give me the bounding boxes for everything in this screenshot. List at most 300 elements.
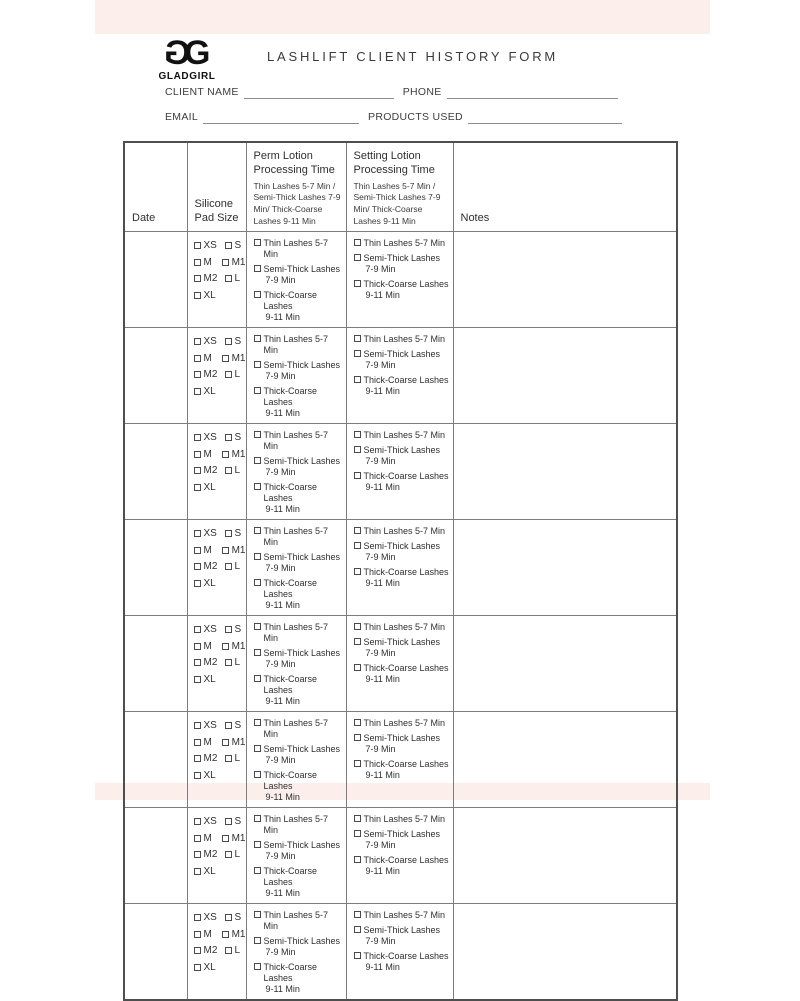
- date-cell[interactable]: [124, 712, 187, 808]
- checkbox-l[interactable]: [225, 371, 232, 378]
- checkbox-xs[interactable]: [194, 530, 201, 537]
- setting-option-thin-lashes-5-7-min: [354, 814, 451, 825]
- lotion-option-label: Thick-Coarse Lashes 9-11 Min: [363, 951, 449, 973]
- pad-size-option-label: L: [234, 273, 241, 285]
- checkbox-semi-thick-lashes-7-9-min[interactable]: [354, 734, 361, 741]
- pad-size-option-l: [225, 945, 241, 956]
- checkbox-m1[interactable]: [222, 355, 229, 362]
- lotion-option-label: Semi-Thick Lashes 7-9 Min: [263, 936, 341, 958]
- perm-option-thick-coarse-lashes-9-11-min: [254, 674, 344, 707]
- pad-size-cell: [187, 616, 246, 712]
- setting-lotion-subtitle: Thin Lashes 5-7 Min / Semi-Thick Lashes 7-9 Min/ Thick-Coarse Lashes 9-11 Min: [353, 180, 441, 226]
- perm-option-semi-thick-lashes-7-9-min: [254, 456, 344, 478]
- checkbox-s[interactable]: [225, 818, 232, 825]
- pad-size-option-label: XL: [203, 577, 216, 589]
- checkbox-semi-thick-lashes-7-9-min[interactable]: [254, 649, 261, 656]
- pad-size-option-s: [225, 336, 242, 347]
- checkbox-thin-lashes-5-7-min[interactable]: [354, 335, 361, 342]
- checkbox-m[interactable]: [194, 931, 201, 938]
- pad-size-option-xl: [194, 386, 225, 397]
- pad-size-option-label: M2: [203, 849, 218, 861]
- pad-size-option-label: L: [234, 561, 241, 573]
- checkbox-thick-coarse-lashes-9-11-min[interactable]: [354, 472, 361, 479]
- client-name-label: CLIENT NAME: [165, 86, 239, 98]
- checkbox-m2[interactable]: [194, 659, 201, 666]
- setting-lotion-cell: [346, 904, 453, 1001]
- checkbox-s[interactable]: [225, 530, 232, 537]
- checkbox-semi-thick-lashes-7-9-min[interactable]: [254, 265, 261, 272]
- pad-size-option-xs: [194, 528, 225, 539]
- checkbox-m1[interactable]: [222, 259, 229, 266]
- checkbox-xl[interactable]: [194, 964, 201, 971]
- lotion-option-label: Thick-Coarse Lashes 9-11 Min: [263, 386, 318, 419]
- lotion-option-label: Thick-Coarse Lashes 9-11 Min: [363, 375, 449, 397]
- checkbox-thick-coarse-lashes-9-11-min[interactable]: [254, 867, 261, 874]
- col-header-setting-lotion: [346, 142, 453, 232]
- checkbox-semi-thick-lashes-7-9-min[interactable]: [354, 254, 361, 261]
- date-cell[interactable]: [124, 904, 187, 1001]
- lotion-option-label: Thick-Coarse Lashes 9-11 Min: [263, 482, 318, 515]
- pad-size-option-label: L: [234, 465, 241, 477]
- pad-size-option-label: M2: [203, 561, 218, 573]
- checkbox-thick-coarse-lashes-9-11-min[interactable]: [254, 579, 261, 586]
- pad-size-option-m1: [222, 257, 246, 268]
- table-row: [124, 808, 677, 904]
- phone-field[interactable]: [447, 86, 618, 99]
- setting-option-thick-coarse-lashes-9-11-min: [354, 855, 451, 877]
- pad-size-option-label: M1: [231, 352, 246, 364]
- pad-size-option-xs: [194, 720, 225, 731]
- pad-size-option-m1: [222, 929, 246, 940]
- pad-size-option-s: [225, 528, 242, 539]
- pad-size-option-label: S: [234, 240, 242, 252]
- table-row: [124, 712, 677, 808]
- checkbox-m1[interactable]: [222, 451, 229, 458]
- perm-option-semi-thick-lashes-7-9-min: [254, 840, 344, 862]
- notes-cell[interactable]: [453, 808, 677, 904]
- lotion-option-label: Semi-Thick Lashes 7-9 Min: [263, 840, 341, 862]
- pad-size-option-xs: [194, 912, 225, 923]
- pad-size-option-m2: [194, 465, 225, 476]
- pad-size-cell: [187, 712, 246, 808]
- checkbox-thick-coarse-lashes-9-11-min[interactable]: [354, 280, 361, 287]
- pad-size-option-label: XL: [203, 961, 216, 973]
- pad-size-option-xs: [194, 432, 225, 443]
- checkbox-semi-thick-lashes-7-9-min[interactable]: [354, 830, 361, 837]
- checkbox-thin-lashes-5-7-min[interactable]: [254, 719, 261, 726]
- table-row: [124, 616, 677, 712]
- lotion-option-label: Thin Lashes 5-7 Min: [363, 526, 446, 537]
- logo-g: G: [184, 34, 211, 72]
- pad-size-option-label: M: [203, 544, 212, 556]
- pad-size-option-label: XS: [203, 912, 217, 924]
- checkbox-thick-coarse-lashes-9-11-min[interactable]: [354, 664, 361, 671]
- lotion-option-label: Thin Lashes 5-7 Min: [263, 814, 329, 836]
- checkbox-xs[interactable]: [194, 242, 201, 249]
- checkbox-thin-lashes-5-7-min[interactable]: [254, 335, 261, 342]
- perm-option-thin-lashes-5-7-min: [254, 334, 344, 356]
- lotion-option-label: Thin Lashes 5-7 Min: [363, 334, 446, 345]
- setting-option-thin-lashes-5-7-min: [354, 238, 451, 249]
- lotion-option-label: Semi-Thick Lashes 7-9 Min: [363, 253, 441, 275]
- setting-option-thick-coarse-lashes-9-11-min: [354, 375, 451, 397]
- setting-option-thick-coarse-lashes-9-11-min: [354, 663, 451, 685]
- pad-size-option-label: XL: [203, 481, 216, 493]
- pad-size-option-s: [225, 432, 242, 443]
- pad-size-option-m2: [194, 849, 225, 860]
- checkbox-m2[interactable]: [194, 947, 201, 954]
- checkbox-m[interactable]: [194, 355, 201, 362]
- pad-size-option-label: M2: [203, 657, 218, 669]
- checkbox-m[interactable]: [194, 547, 201, 554]
- checkbox-xl[interactable]: [194, 292, 201, 299]
- lotion-option-label: Thick-Coarse Lashes 9-11 Min: [263, 770, 318, 803]
- checkbox-s[interactable]: [225, 242, 232, 249]
- checkbox-m1[interactable]: [222, 931, 229, 938]
- logo-monogram-icon: [148, 36, 226, 70]
- lotion-option-label: Thick-Coarse Lashes 9-11 Min: [263, 674, 318, 707]
- pad-size-option-label: S: [234, 912, 242, 924]
- checkbox-xl[interactable]: [194, 868, 201, 875]
- checkbox-xs[interactable]: [194, 338, 201, 345]
- pad-size-option-m1: [222, 737, 246, 748]
- notes-cell[interactable]: [453, 616, 677, 712]
- logo-g-mirrored: G: [163, 34, 190, 72]
- lotion-option-label: Thin Lashes 5-7 Min: [363, 430, 446, 441]
- pad-size-option-label: L: [234, 369, 241, 381]
- checkbox-s[interactable]: [225, 626, 232, 633]
- checkbox-thick-coarse-lashes-9-11-min[interactable]: [254, 771, 261, 778]
- perm-lotion-cell: [246, 520, 346, 616]
- date-cell[interactable]: [124, 424, 187, 520]
- checkbox-thick-coarse-lashes-9-11-min[interactable]: [254, 675, 261, 682]
- checkbox-thick-coarse-lashes-9-11-min[interactable]: [354, 760, 361, 767]
- lotion-option-label: Thin Lashes 5-7 Min: [363, 238, 446, 249]
- checkbox-m[interactable]: [194, 835, 201, 842]
- checkbox-l[interactable]: [225, 947, 232, 954]
- pad-size-option-xs: [194, 816, 225, 827]
- checkbox-m[interactable]: [194, 259, 201, 266]
- checkbox-m[interactable]: [194, 643, 201, 650]
- notes-cell[interactable]: [453, 424, 677, 520]
- checkbox-m2[interactable]: [194, 371, 201, 378]
- checkbox-xs[interactable]: [194, 626, 201, 633]
- setting-lotion-cell: [346, 616, 453, 712]
- checkbox-xs[interactable]: [194, 434, 201, 441]
- checkbox-l[interactable]: [225, 851, 232, 858]
- lotion-option-label: Semi-Thick Lashes 7-9 Min: [363, 637, 441, 659]
- pad-size-option-label: M1: [231, 928, 246, 940]
- products-used-field[interactable]: [468, 111, 622, 124]
- date-cell[interactable]: [124, 808, 187, 904]
- perm-lotion-cell: [246, 232, 346, 328]
- lotion-option-label: Semi-Thick Lashes 7-9 Min: [363, 349, 441, 371]
- pad-size-cell: [187, 904, 246, 1001]
- checkbox-s[interactable]: [225, 338, 232, 345]
- pad-size-option-l: [225, 753, 241, 764]
- checkbox-l[interactable]: [225, 467, 232, 474]
- checkbox-thin-lashes-5-7-min[interactable]: [254, 623, 261, 630]
- pad-size-option-label: M1: [231, 544, 246, 556]
- logo-wordmark: GLADGIRL: [158, 71, 216, 82]
- setting-option-semi-thick-lashes-7-9-min: [354, 349, 451, 371]
- notes-cell[interactable]: [453, 904, 677, 1001]
- checkbox-l[interactable]: [225, 755, 232, 762]
- pad-size-option-label: M2: [203, 369, 218, 381]
- lotion-option-label: Thin Lashes 5-7 Min: [263, 334, 329, 356]
- lotion-option-label: Thick-Coarse Lashes 9-11 Min: [363, 279, 449, 301]
- checkbox-xs[interactable]: [194, 722, 201, 729]
- checkbox-semi-thick-lashes-7-9-min[interactable]: [254, 457, 261, 464]
- pad-size-option-label: M1: [231, 256, 246, 268]
- pad-size-cell: [187, 232, 246, 328]
- checkbox-thin-lashes-5-7-min[interactable]: [354, 239, 361, 246]
- pad-size-cell: [187, 520, 246, 616]
- client-name-field[interactable]: [244, 86, 394, 99]
- pad-size-option-xl: [194, 866, 225, 877]
- checkbox-thick-coarse-lashes-9-11-min[interactable]: [254, 963, 261, 970]
- checkbox-thick-coarse-lashes-9-11-min[interactable]: [354, 952, 361, 959]
- checkbox-xl[interactable]: [194, 580, 201, 587]
- perm-lotion-cell: [246, 328, 346, 424]
- lotion-option-label: Thin Lashes 5-7 Min: [263, 526, 329, 548]
- lotion-option-label: Semi-Thick Lashes 7-9 Min: [263, 264, 341, 286]
- checkbox-semi-thick-lashes-7-9-min[interactable]: [354, 350, 361, 357]
- pad-size-option-l: [225, 561, 241, 572]
- checkbox-l[interactable]: [225, 659, 232, 666]
- checkbox-m2[interactable]: [194, 275, 201, 282]
- lotion-option-label: Thin Lashes 5-7 Min: [263, 622, 329, 644]
- checkbox-m[interactable]: [194, 739, 201, 746]
- pad-size-option-xl: [194, 578, 225, 589]
- checkbox-s[interactable]: [225, 914, 232, 921]
- pad-size-option-m: [194, 833, 222, 844]
- checkbox-semi-thick-lashes-7-9-min[interactable]: [354, 638, 361, 645]
- pad-size-option-xl: [194, 770, 225, 781]
- setting-option-thick-coarse-lashes-9-11-min: [354, 951, 451, 973]
- checkbox-semi-thick-lashes-7-9-min[interactable]: [254, 841, 261, 848]
- date-cell[interactable]: [124, 328, 187, 424]
- pad-size-option-label: XS: [203, 432, 217, 444]
- checkbox-thin-lashes-5-7-min[interactable]: [254, 911, 261, 918]
- checkbox-l[interactable]: [225, 563, 232, 570]
- checkbox-l[interactable]: [225, 275, 232, 282]
- checkbox-m1[interactable]: [222, 835, 229, 842]
- checkbox-thin-lashes-5-7-min[interactable]: [354, 431, 361, 438]
- pad-size-option-label: XS: [203, 528, 217, 540]
- pad-size-option-label: M2: [203, 945, 218, 957]
- lotion-option-label: Thick-Coarse Lashes 9-11 Min: [263, 962, 318, 995]
- setting-lotion-cell: [346, 328, 453, 424]
- checkbox-xs[interactable]: [194, 818, 201, 825]
- col-header-date: Date: [124, 142, 187, 232]
- setting-option-thick-coarse-lashes-9-11-min: [354, 759, 451, 781]
- pad-size-option-l: [225, 465, 241, 476]
- lotion-option-label: Semi-Thick Lashes 7-9 Min: [363, 829, 441, 851]
- pad-size-option-m2: [194, 273, 225, 284]
- perm-option-thin-lashes-5-7-min: [254, 526, 344, 548]
- pad-size-option-m: [194, 449, 222, 460]
- checkbox-thick-coarse-lashes-9-11-min[interactable]: [354, 568, 361, 575]
- pad-size-option-m2: [194, 945, 225, 956]
- checkbox-thin-lashes-5-7-min[interactable]: [254, 431, 261, 438]
- setting-option-semi-thick-lashes-7-9-min: [354, 925, 451, 947]
- lotion-option-label: Semi-Thick Lashes 7-9 Min: [363, 733, 441, 755]
- lotion-option-label: Semi-Thick Lashes 7-9 Min: [363, 445, 441, 467]
- checkbox-xl[interactable]: [194, 772, 201, 779]
- lotion-option-label: Thick-Coarse Lashes 9-11 Min: [363, 471, 449, 493]
- pad-size-option-s: [225, 720, 242, 731]
- pad-size-option-s: [225, 816, 242, 827]
- pad-size-option-m1: [222, 449, 246, 460]
- checkbox-semi-thick-lashes-7-9-min[interactable]: [254, 361, 261, 368]
- perm-option-semi-thick-lashes-7-9-min: [254, 264, 344, 286]
- checkbox-thick-coarse-lashes-9-11-min[interactable]: [354, 376, 361, 383]
- pad-size-option-s: [225, 912, 242, 923]
- pad-size-option-m: [194, 929, 222, 940]
- checkbox-m1[interactable]: [222, 547, 229, 554]
- pad-size-option-m2: [194, 753, 225, 764]
- checkbox-m1[interactable]: [222, 739, 229, 746]
- checkbox-m2[interactable]: [194, 563, 201, 570]
- pad-size-option-m2: [194, 657, 225, 668]
- date-cell[interactable]: [124, 232, 187, 328]
- pad-size-option-l: [225, 273, 241, 284]
- pad-size-option-label: S: [234, 624, 242, 636]
- checkbox-m1[interactable]: [222, 643, 229, 650]
- pad-size-option-m1: [222, 353, 246, 364]
- pad-size-option-label: L: [234, 945, 241, 957]
- pad-size-option-label: M1: [231, 736, 246, 748]
- pad-size-option-l: [225, 849, 241, 860]
- checkbox-semi-thick-lashes-7-9-min[interactable]: [354, 446, 361, 453]
- perm-lotion-cell: [246, 616, 346, 712]
- pad-size-option-label: XS: [203, 816, 217, 828]
- notes-cell[interactable]: [453, 232, 677, 328]
- pad-size-option-s: [225, 624, 242, 635]
- lotion-option-label: Thick-Coarse Lashes 9-11 Min: [363, 759, 449, 781]
- setting-lotion-cell: [346, 808, 453, 904]
- pad-size-option-m1: [222, 833, 246, 844]
- checkbox-thick-coarse-lashes-9-11-min[interactable]: [354, 856, 361, 863]
- email-products-row: [165, 111, 640, 124]
- pad-size-option-xl: [194, 674, 225, 685]
- perm-option-thin-lashes-5-7-min: [254, 622, 344, 644]
- setting-lotion-title: Setting Lotion Processing Time: [353, 150, 435, 177]
- col-header-notes: Notes: [453, 142, 677, 232]
- lotion-option-label: Thick-Coarse Lashes 9-11 Min: [363, 567, 449, 589]
- checkbox-xl[interactable]: [194, 676, 201, 683]
- checkbox-thin-lashes-5-7-min[interactable]: [254, 815, 261, 822]
- lotion-option-label: Semi-Thick Lashes 7-9 Min: [263, 648, 341, 670]
- pad-size-option-m1: [222, 545, 246, 556]
- history-table-body: [124, 232, 677, 1001]
- checkbox-xl[interactable]: [194, 388, 201, 395]
- checkbox-m[interactable]: [194, 451, 201, 458]
- client-name-phone-row: [165, 86, 640, 99]
- setting-option-thin-lashes-5-7-min: [354, 910, 451, 921]
- pad-size-option-label: S: [234, 336, 242, 348]
- checkbox-m2[interactable]: [194, 851, 201, 858]
- table-row: [124, 328, 677, 424]
- checkbox-semi-thick-lashes-7-9-min[interactable]: [354, 542, 361, 549]
- checkbox-thin-lashes-5-7-min[interactable]: [354, 719, 361, 726]
- checkbox-s[interactable]: [225, 722, 232, 729]
- setting-lotion-cell: [346, 712, 453, 808]
- checkbox-thin-lashes-5-7-min[interactable]: [354, 623, 361, 630]
- lotion-option-label: Semi-Thick Lashes 7-9 Min: [363, 925, 441, 947]
- lotion-option-label: Thin Lashes 5-7 Min: [263, 910, 329, 932]
- table-row: [124, 232, 677, 328]
- checkbox-thin-lashes-5-7-min[interactable]: [354, 911, 361, 918]
- checkbox-thick-coarse-lashes-9-11-min[interactable]: [254, 387, 261, 394]
- setting-option-thin-lashes-5-7-min: [354, 622, 451, 633]
- checkbox-thick-coarse-lashes-9-11-min[interactable]: [254, 291, 261, 298]
- checkbox-thin-lashes-5-7-min[interactable]: [354, 527, 361, 534]
- lotion-option-label: Semi-Thick Lashes 7-9 Min: [263, 360, 341, 382]
- checkbox-thick-coarse-lashes-9-11-min[interactable]: [254, 483, 261, 490]
- checkbox-semi-thick-lashes-7-9-min[interactable]: [354, 926, 361, 933]
- lotion-option-label: Thin Lashes 5-7 Min: [363, 718, 446, 729]
- checkbox-semi-thick-lashes-7-9-min[interactable]: [254, 745, 261, 752]
- setting-option-semi-thick-lashes-7-9-min: [354, 733, 451, 755]
- setting-option-thick-coarse-lashes-9-11-min: [354, 279, 451, 301]
- notes-cell[interactable]: [453, 520, 677, 616]
- col-header-perm-lotion: [246, 142, 346, 232]
- perm-option-thin-lashes-5-7-min: [254, 814, 344, 836]
- pad-size-option-label: M: [203, 352, 212, 364]
- pad-size-option-label: M: [203, 928, 212, 940]
- checkbox-m2[interactable]: [194, 755, 201, 762]
- checkbox-xl[interactable]: [194, 484, 201, 491]
- notes-cell[interactable]: [453, 328, 677, 424]
- perm-option-semi-thick-lashes-7-9-min: [254, 360, 344, 382]
- checkbox-thin-lashes-5-7-min[interactable]: [254, 527, 261, 534]
- pad-size-option-label: XS: [203, 624, 217, 636]
- checkbox-semi-thick-lashes-7-9-min[interactable]: [254, 553, 261, 560]
- pad-size-option-label: M2: [203, 273, 218, 285]
- checkbox-xs[interactable]: [194, 914, 201, 921]
- lotion-option-label: Thick-Coarse Lashes 9-11 Min: [263, 578, 318, 611]
- checkbox-thin-lashes-5-7-min[interactable]: [354, 815, 361, 822]
- date-cell[interactable]: [124, 520, 187, 616]
- pad-size-option-m2: [194, 561, 225, 572]
- notes-cell[interactable]: [453, 712, 677, 808]
- perm-lotion-subtitle: Thin Lashes 5-7 Min / Semi-Thick Lashes 7-9 Min/ Thick-Coarse Lashes 9-11 Min: [253, 180, 341, 226]
- pad-size-option-label: M: [203, 832, 212, 844]
- pad-size-option-label: M2: [203, 465, 218, 477]
- perm-option-thick-coarse-lashes-9-11-min: [254, 770, 344, 803]
- pad-size-option-m2: [194, 369, 225, 380]
- checkbox-thin-lashes-5-7-min[interactable]: [254, 239, 261, 246]
- pad-size-option-m: [194, 737, 222, 748]
- checkbox-s[interactable]: [225, 434, 232, 441]
- pad-size-option-xs: [194, 336, 225, 347]
- email-label: EMAIL: [165, 111, 199, 123]
- setting-option-semi-thick-lashes-7-9-min: [354, 445, 451, 467]
- pad-size-option-xs: [194, 240, 225, 251]
- gladgirl-logo: [148, 36, 226, 82]
- pad-size-option-label: M: [203, 256, 212, 268]
- pad-size-option-label: M: [203, 640, 212, 652]
- table-row: [124, 520, 677, 616]
- email-field[interactable]: [203, 111, 359, 124]
- pad-size-option-m: [194, 545, 222, 556]
- perm-lotion-title: Perm Lotion Processing Time: [253, 150, 335, 177]
- date-cell[interactable]: [124, 616, 187, 712]
- checkbox-semi-thick-lashes-7-9-min[interactable]: [254, 937, 261, 944]
- checkbox-m2[interactable]: [194, 467, 201, 474]
